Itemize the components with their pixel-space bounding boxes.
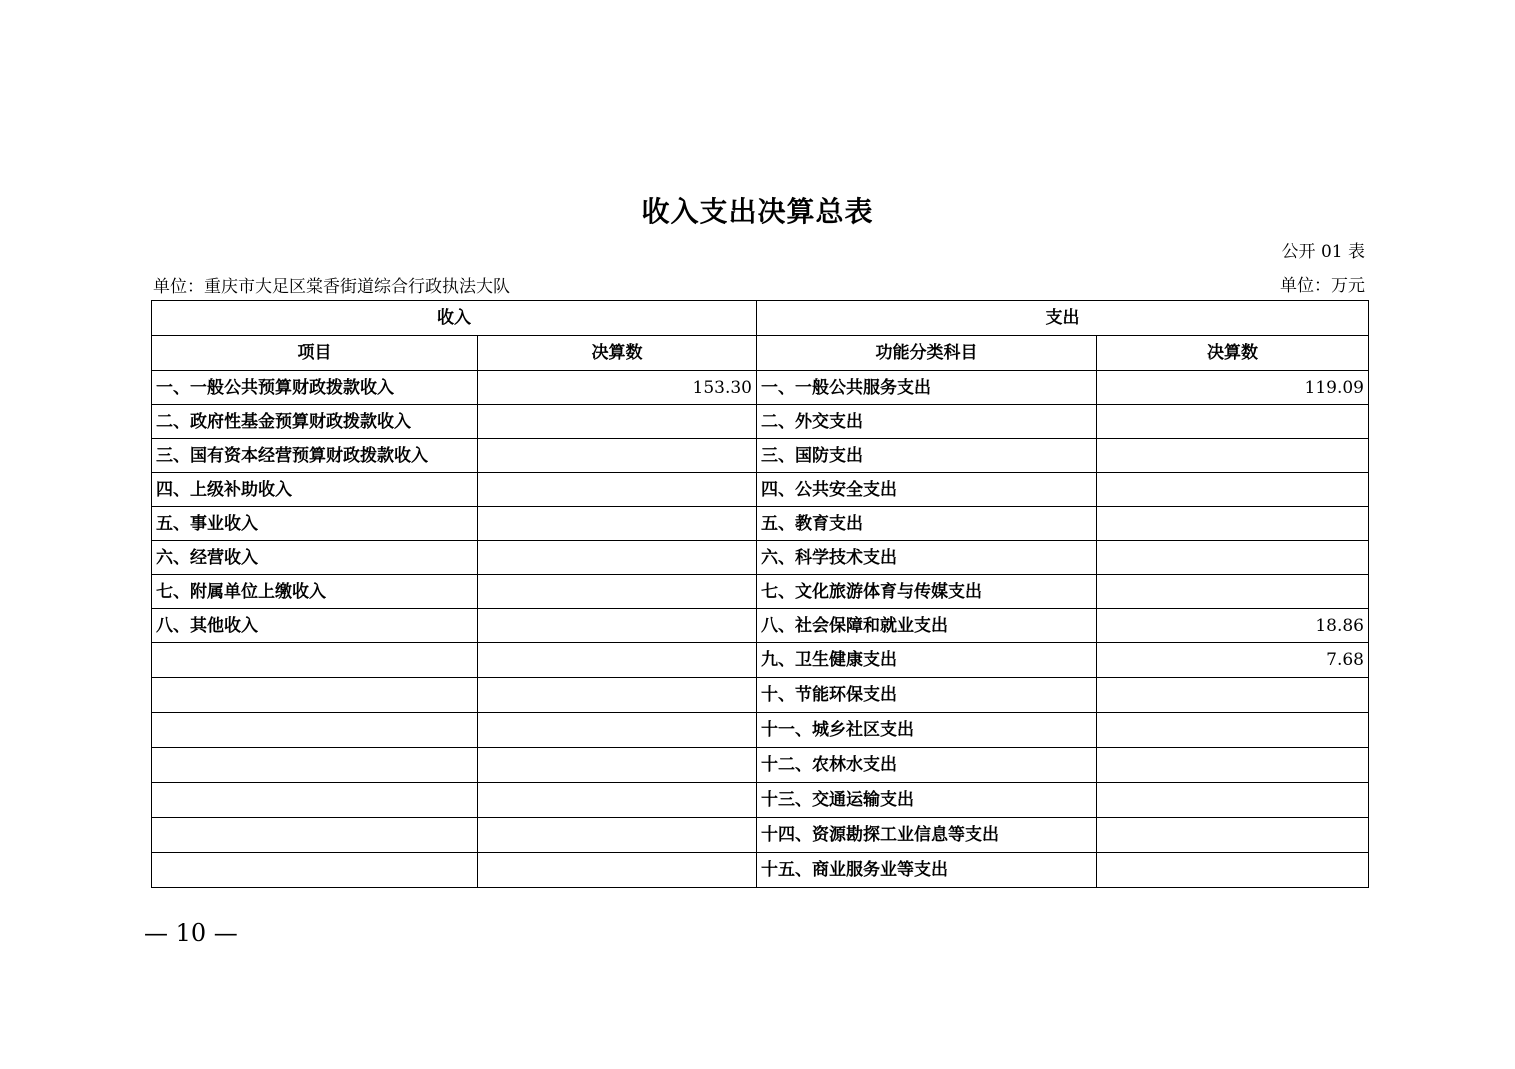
header-row-groups: [152, 301, 1369, 336]
expense-amount-cell: [1097, 405, 1369, 439]
expense-item-cell: 十四、资源勘探工业信息等支出: [757, 818, 1097, 853]
table-row: [152, 853, 1369, 888]
expense-amount-cell: [1097, 541, 1369, 575]
table-row: [152, 575, 1369, 609]
income-amount-cell: [478, 405, 757, 439]
income-item-cell: [152, 713, 478, 748]
income-amount-cell: [478, 818, 757, 853]
expense-item-cell: 一、一般公共服务支出: [757, 371, 1097, 405]
form-code: 公开 01 表: [1281, 242, 1365, 262]
income-item-cell: 五、事业收入: [152, 507, 478, 541]
expense-item-cell: 十、节能环保支出: [757, 678, 1097, 713]
income-item-cell: [152, 643, 478, 678]
expense-item-cell: 三、国防支出: [757, 439, 1097, 473]
expense-amount-cell: [1097, 818, 1369, 853]
expense-item-cell: 十五、商业服务业等支出: [757, 853, 1097, 888]
expense-item-cell: 九、卫生健康支出: [757, 643, 1097, 678]
expense-amount-cell: [1097, 575, 1369, 609]
unit-organization: 单位：重庆市大足区棠香街道综合行政执法大队: [153, 277, 510, 297]
income-item-cell: 三、国有资本经营预算财政拨款收入: [152, 439, 478, 473]
income-amount-cell: [478, 643, 757, 678]
table-row: [152, 678, 1369, 713]
expense-item-cell: 二、外交支出: [757, 405, 1097, 439]
income-amount-cell: [478, 507, 757, 541]
expense-item-cell: 五、教育支出: [757, 507, 1097, 541]
income-amount-cell: [478, 439, 757, 473]
expense-amount-cell: 119.09: [1097, 371, 1369, 405]
income-item-cell: [152, 853, 478, 888]
expense-item-cell: 十二、农林水支出: [757, 748, 1097, 783]
table-row: [152, 439, 1369, 473]
income-amount-cell: [478, 473, 757, 507]
expense-amount-cell: [1097, 853, 1369, 888]
table-row: [152, 405, 1369, 439]
income-item-cell: 六、经营收入: [152, 541, 478, 575]
header-row-columns: [152, 336, 1369, 371]
table-row: [152, 371, 1369, 405]
income-item-cell: [152, 748, 478, 783]
page-number: — 10 —: [144, 919, 238, 947]
budget-table: [151, 300, 1369, 888]
income-amount-cell: [478, 713, 757, 748]
income-amount-cell: [478, 678, 757, 713]
expense-amount-cell: [1097, 748, 1369, 783]
table-row: [152, 783, 1369, 818]
expense-amount-cell: [1097, 507, 1369, 541]
table-row: [152, 818, 1369, 853]
table-row: [152, 541, 1369, 575]
income-item-cell: [152, 678, 478, 713]
page-title: 收入支出决算总表: [641, 195, 874, 228]
table-body: [152, 371, 1369, 888]
income-group-header: 收入: [152, 301, 757, 336]
income-amount-cell: [478, 783, 757, 818]
expense-amount-cell: [1097, 678, 1369, 713]
expense-item-cell: 八、社会保障和就业支出: [757, 609, 1097, 643]
expense-amount-cell: [1097, 713, 1369, 748]
expense-amount-cell: [1097, 783, 1369, 818]
expense-amount-cell: 7.68: [1097, 643, 1369, 678]
table-row: [152, 643, 1369, 678]
income-amount-header: 决算数: [478, 336, 757, 371]
income-item-cell: 二、政府性基金预算财政拨款收入: [152, 405, 478, 439]
expense-item-header: 功能分类科目: [757, 336, 1097, 371]
expense-item-cell: 十三、交通运输支出: [757, 783, 1097, 818]
income-item-cell: 七、附属单位上缴收入: [152, 575, 478, 609]
income-amount-cell: [478, 541, 757, 575]
expense-item-cell: 七、文化旅游体育与传媒支出: [757, 575, 1097, 609]
income-item-cell: 四、上级补助收入: [152, 473, 478, 507]
expense-group-header: 支出: [757, 301, 1369, 336]
income-amount-cell: [478, 748, 757, 783]
income-amount-cell: 153.30: [478, 371, 757, 405]
income-item-cell: [152, 818, 478, 853]
income-amount-cell: [478, 575, 757, 609]
expense-item-cell: 十一、城乡社区支出: [757, 713, 1097, 748]
expense-amount-cell: [1097, 439, 1369, 473]
income-item-header: 项目: [152, 336, 478, 371]
table-row: [152, 748, 1369, 783]
table-row: [152, 507, 1369, 541]
table-row: [152, 609, 1369, 643]
expense-item-cell: 六、科学技术支出: [757, 541, 1097, 575]
unit-currency: 单位：万元: [1280, 276, 1365, 296]
table-row: [152, 713, 1369, 748]
income-item-cell: 一、一般公共预算财政拨款收入: [152, 371, 478, 405]
expense-amount-cell: 18.86: [1097, 609, 1369, 643]
income-amount-cell: [478, 609, 757, 643]
expense-amount-header: 决算数: [1097, 336, 1369, 371]
expense-item-cell: 四、公共安全支出: [757, 473, 1097, 507]
income-item-cell: 八、其他收入: [152, 609, 478, 643]
table-row: [152, 473, 1369, 507]
expense-amount-cell: [1097, 473, 1369, 507]
income-amount-cell: [478, 853, 757, 888]
income-item-cell: [152, 783, 478, 818]
